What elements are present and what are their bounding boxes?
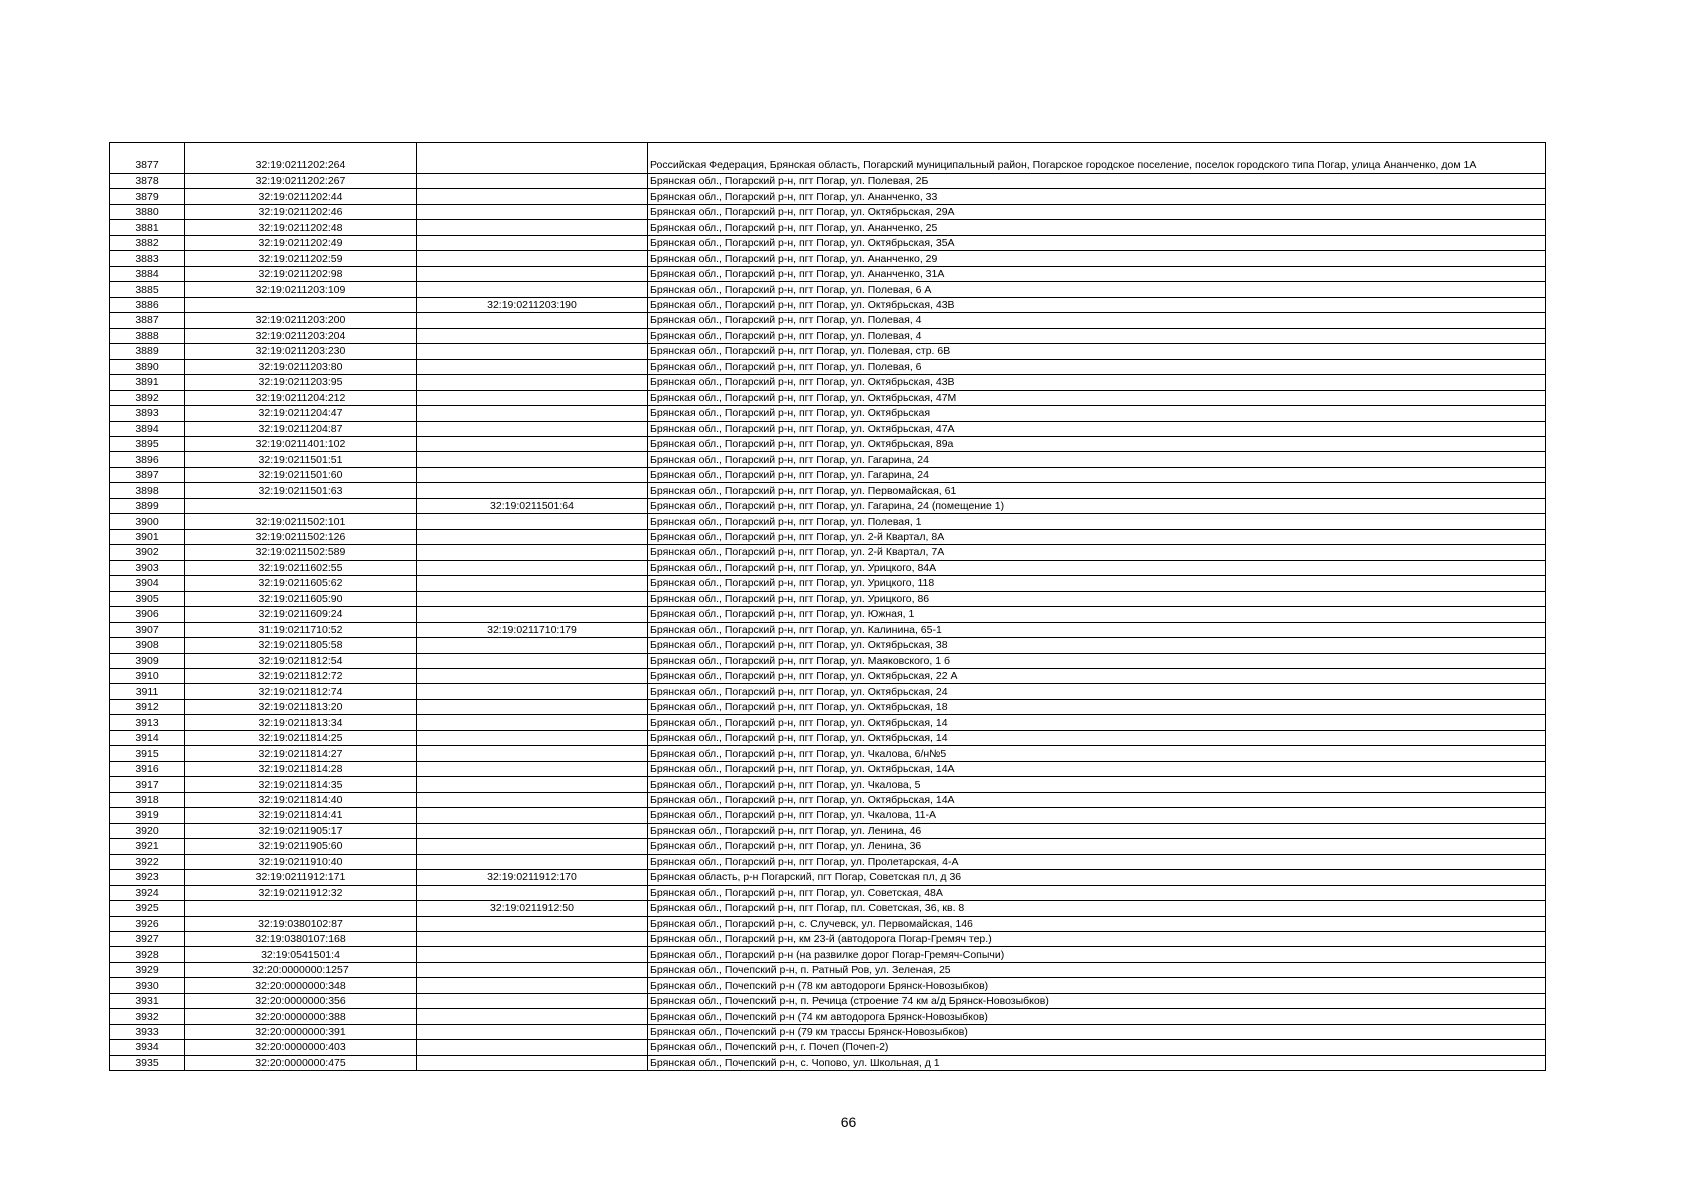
related-cadastral-number-cell <box>417 282 648 297</box>
address-cell: Брянская обл., Погарский р-н, пгт Погар, ул. Октябрьская, 22 А <box>648 669 1546 684</box>
cadastral-number-cell: 32:19:0211202:59 <box>185 251 417 266</box>
table-row <box>110 715 1546 730</box>
related-cadastral-number-cell <box>417 885 648 900</box>
row-number-cell: 3920 <box>110 823 185 838</box>
cadastral-number-cell: 32:19:0211204:87 <box>185 421 417 436</box>
table-row <box>110 235 1546 250</box>
table-row <box>110 931 1546 946</box>
related-cadastral-number-cell <box>417 545 648 560</box>
related-cadastral-number-cell <box>417 266 648 281</box>
address-cell: Брянская обл., Погарский р-н, пгт Погар, ул. Октябрьская <box>648 406 1546 421</box>
related-cadastral-number-cell <box>417 359 648 374</box>
cadastral-number-cell: 32:19:0211812:74 <box>185 684 417 699</box>
address-cell: Брянская обл., Погарский р-н, пгт Погар, ул. Полевая, 6 <box>648 359 1546 374</box>
row-number-cell: 3903 <box>110 560 185 575</box>
address-cell: Брянская обл., Почепский р-н (78 км автодороги Брянск-Новозыбков) <box>648 978 1546 993</box>
table-row <box>110 978 1546 993</box>
row-number-cell: 3915 <box>110 746 185 761</box>
cadastral-number-cell: 32:19:0211812:54 <box>185 653 417 668</box>
related-cadastral-number-cell: 32:19:0211912:170 <box>417 870 648 885</box>
table-row <box>110 746 1546 761</box>
address-cell: Брянская обл., Погарский р-н, пгт Погар, пл. Советская, 36, кв. 8 <box>648 901 1546 916</box>
address-cell: Брянская обл., Погарский р-н, пгт Погар, ул. Чкалова, 11-А <box>648 808 1546 823</box>
related-cadastral-number-cell: 32:19:0211203:190 <box>417 297 648 312</box>
cadastral-number-cell: 32:20:0000000:403 <box>185 1040 417 1055</box>
related-cadastral-number-cell <box>417 669 648 684</box>
address-cell: Брянская обл., Погарский р-н, пгт Погар, ул. 2-й Квартал, 7А <box>648 545 1546 560</box>
cadastral-number-cell: 32:20:0000000:356 <box>185 993 417 1008</box>
row-number-cell: 3887 <box>110 313 185 328</box>
related-cadastral-number-cell <box>417 1055 648 1070</box>
address-cell: Брянская обл., Погарский р-н, пгт Погар, ул. Чкалова, 5 <box>648 777 1546 792</box>
table-row <box>110 467 1546 482</box>
address-cell: Брянская обл., Погарский р-н, км 23-й (автодорога Погар-Гремяч тер.) <box>648 931 1546 946</box>
related-cadastral-number-cell <box>417 777 648 792</box>
cadastral-number-cell: 32:19:0541501:4 <box>185 947 417 962</box>
row-number-cell: 3928 <box>110 947 185 962</box>
address-cell: Брянская обл., Погарский р-н, пгт Погар, ул. Ананченко, 25 <box>648 220 1546 235</box>
cadastral-number-cell: 32:19:0211202:44 <box>185 189 417 204</box>
row-number-cell: 3891 <box>110 375 185 390</box>
row-number-cell: 3935 <box>110 1055 185 1070</box>
related-cadastral-number-cell <box>417 1009 648 1024</box>
row-number-cell: 3929 <box>110 962 185 977</box>
row-number-cell: 3883 <box>110 251 185 266</box>
address-cell: Брянская обл., Погарский р-н, пгт Погар, ул. Октябрьская, 14 <box>648 715 1546 730</box>
row-number-cell: 3931 <box>110 993 185 1008</box>
row-number-cell: 3914 <box>110 730 185 745</box>
cadastral-number-cell <box>185 901 417 916</box>
cadastral-number-cell: 32:20:0000000:475 <box>185 1055 417 1070</box>
cadastral-number-cell: 32:19:0211912:32 <box>185 885 417 900</box>
table-row <box>110 204 1546 219</box>
row-number-cell: 3933 <box>110 1024 185 1039</box>
row-number-cell: 3924 <box>110 885 185 900</box>
table-row <box>110 901 1546 916</box>
related-cadastral-number-cell <box>417 607 648 622</box>
row-number-cell: 3932 <box>110 1009 185 1024</box>
table-row <box>110 669 1546 684</box>
address-cell: Брянская обл., Погарский р-н, пгт Погар, ул. Октябрьская, 43В <box>648 375 1546 390</box>
address-cell: Брянская обл., Погарский р-н, пгт Погар, ул. Ананченко, 33 <box>648 189 1546 204</box>
cadastral-number-cell: 32:20:0000000:1257 <box>185 962 417 977</box>
row-number-cell: 3918 <box>110 792 185 807</box>
table-row <box>110 916 1546 931</box>
related-cadastral-number-cell <box>417 251 648 266</box>
row-number-cell: 3894 <box>110 421 185 436</box>
related-cadastral-number-cell <box>417 808 648 823</box>
cadastral-number-cell: 32:19:0211814:25 <box>185 730 417 745</box>
row-number-cell: 3913 <box>110 715 185 730</box>
cadastral-number-cell: 32:19:0211203:204 <box>185 328 417 343</box>
row-number-cell: 3902 <box>110 545 185 560</box>
row-number-cell: 3927 <box>110 931 185 946</box>
related-cadastral-number-cell <box>417 792 648 807</box>
address-cell: Брянская обл., Погарский р-н, пгт Погар, ул. Полевая, 4 <box>648 328 1546 343</box>
table-row <box>110 313 1546 328</box>
table-row <box>110 174 1546 189</box>
row-number-cell: 3896 <box>110 452 185 467</box>
row-number-cell: 3884 <box>110 266 185 281</box>
address-cell: Брянская обл., Погарский р-н, пгт Погар, ул. Октябрьская, 29А <box>648 204 1546 219</box>
address-cell: Брянская обл., Погарский р-н, пгт Погар, ул. Урицкого, 86 <box>648 591 1546 606</box>
table-row <box>110 328 1546 343</box>
row-number-cell: 3910 <box>110 669 185 684</box>
cadastral-number-cell: 32:19:0211814:41 <box>185 808 417 823</box>
row-number-cell: 3908 <box>110 638 185 653</box>
table-row <box>110 1040 1546 1055</box>
property-table-body <box>110 143 1546 1071</box>
table-row <box>110 993 1546 1008</box>
table-row <box>110 870 1546 885</box>
address-cell: Брянская обл., Погарский р-н, пгт Погар, ул. 2-й Квартал, 8А <box>648 529 1546 544</box>
related-cadastral-number-cell <box>417 436 648 451</box>
cadastral-number-cell: 32:20:0000000:348 <box>185 978 417 993</box>
cadastral-number-cell: 32:19:0211805:58 <box>185 638 417 653</box>
row-number-cell: 3889 <box>110 344 185 359</box>
address-cell: Брянская обл., Почепский р-н (74 км автодорога Брянск-Новозыбков) <box>648 1009 1546 1024</box>
table-row <box>110 653 1546 668</box>
table-row <box>110 792 1546 807</box>
address-cell: Брянская обл., Погарский р-н, пгт Погар, ул. Ленина, 46 <box>648 823 1546 838</box>
related-cadastral-number-cell <box>417 1040 648 1055</box>
related-cadastral-number-cell <box>417 344 648 359</box>
page-number: 66 <box>840 1114 857 1130</box>
table-row <box>110 962 1546 977</box>
cadastral-number-cell: 32:19:0211401:102 <box>185 436 417 451</box>
row-number-cell: 3885 <box>110 282 185 297</box>
row-number-cell: 3882 <box>110 235 185 250</box>
cadastral-number-cell: 32:19:0211813:20 <box>185 699 417 714</box>
address-cell: Брянская обл., Погарский р-н (на развилке дорог Погар-Гремяч-Сопычи) <box>648 947 1546 962</box>
table-row <box>110 266 1546 281</box>
cadastral-number-cell: 32:19:0211814:27 <box>185 746 417 761</box>
address-cell: Брянская обл., Погарский р-н, пгт Погар, ул. Ананченко, 31А <box>648 266 1546 281</box>
related-cadastral-number-cell <box>417 947 648 962</box>
cadastral-number-cell: 32:19:0211605:90 <box>185 591 417 606</box>
address-cell: Брянская обл., Погарский р-н, пгт Погар, ул. Октябрьская, 47А <box>648 421 1546 436</box>
table-row <box>110 514 1546 529</box>
address-cell: Брянская обл., Погарский р-н, пгт Погар, ул. Калинина, 65-1 <box>648 622 1546 637</box>
cadastral-number-cell: 32:19:0211204:212 <box>185 390 417 405</box>
address-cell: Брянская обл., Погарский р-н, пгт Погар, ул. Чкалова, 6/н№5 <box>648 746 1546 761</box>
table-row <box>110 421 1546 436</box>
related-cadastral-number-cell <box>417 143 648 174</box>
table-row <box>110 777 1546 792</box>
row-number-cell: 3900 <box>110 514 185 529</box>
table-row <box>110 839 1546 854</box>
address-cell: Брянская обл., Погарский р-н, пгт Погар, ул. Гагарина, 24 <box>648 452 1546 467</box>
related-cadastral-number-cell <box>417 204 648 219</box>
address-cell: Брянская обл., Погарский р-н, пгт Погар, ул. Полевая, 1 <box>648 514 1546 529</box>
cadastral-number-cell: 32:19:0211605:62 <box>185 576 417 591</box>
table-row <box>110 607 1546 622</box>
address-cell: Брянская обл., Погарский р-н, пгт Погар, ул. Октябрьская, 47М <box>648 390 1546 405</box>
table-row <box>110 297 1546 312</box>
row-number-cell: 3922 <box>110 854 185 869</box>
row-number-cell: 3877 <box>110 143 185 174</box>
table-row <box>110 498 1546 513</box>
row-number-cell: 3893 <box>110 406 185 421</box>
address-cell: Брянская обл., Погарский р-н, пгт Погар, ул. Полевая, 4 <box>648 313 1546 328</box>
cadastral-number-cell: 32:19:0380107:168 <box>185 931 417 946</box>
related-cadastral-number-cell <box>417 576 648 591</box>
related-cadastral-number-cell <box>417 467 648 482</box>
cadastral-number-cell: 32:19:0211912:171 <box>185 870 417 885</box>
related-cadastral-number-cell <box>417 390 648 405</box>
cadastral-number-cell: 32:19:0211609:24 <box>185 607 417 622</box>
cadastral-number-cell: 32:19:0211204:47 <box>185 406 417 421</box>
address-cell: Брянская обл., Почепский р-н, с. Чопово, ул. Школьная, д 1 <box>648 1055 1546 1070</box>
table-row <box>110 545 1546 560</box>
related-cadastral-number-cell <box>417 746 648 761</box>
table-row <box>110 699 1546 714</box>
cadastral-number-cell: 32:19:0211813:34 <box>185 715 417 730</box>
row-number-cell: 3880 <box>110 204 185 219</box>
address-cell: Брянская обл., Погарский р-н, пгт Погар, ул. Урицкого, 84А <box>648 560 1546 575</box>
table-row <box>110 947 1546 962</box>
cadastral-number-cell: 32:19:0211202:46 <box>185 204 417 219</box>
cadastral-number-cell: 32:19:0211502:589 <box>185 545 417 560</box>
cadastral-number-cell: 32:19:0211502:101 <box>185 514 417 529</box>
address-cell: Брянская обл., Погарский р-н, пгт Погар, ул. Гагарина, 24 <box>648 467 1546 482</box>
table-row <box>110 1055 1546 1070</box>
row-number-cell: 3934 <box>110 1040 185 1055</box>
table-row <box>110 220 1546 235</box>
related-cadastral-number-cell <box>417 452 648 467</box>
address-cell: Брянская обл., Погарский р-н, пгт Погар, ул. Октябрьская, 24 <box>648 684 1546 699</box>
address-cell: Брянская обл., Погарский р-н, пгт Погар, ул. Октябрьская, 18 <box>648 699 1546 714</box>
row-number-cell: 3897 <box>110 467 185 482</box>
table-row <box>110 591 1546 606</box>
related-cadastral-number-cell <box>417 854 648 869</box>
address-cell: Брянская обл., Погарский р-н, пгт Погар, ул. Октябрьская, 14А <box>648 792 1546 807</box>
table-row <box>110 823 1546 838</box>
table-row <box>110 143 1546 174</box>
cadastral-number-cell: 32:19:0211203:95 <box>185 375 417 390</box>
table-row <box>110 483 1546 498</box>
table-row <box>110 730 1546 745</box>
address-cell: Брянская обл., Погарский р-н, пгт Погар, ул. Советская, 48А <box>648 885 1546 900</box>
property-table <box>109 142 1546 1071</box>
row-number-cell: 3919 <box>110 808 185 823</box>
row-number-cell: 3898 <box>110 483 185 498</box>
address-cell: Брянская обл., Погарский р-н, пгт Погар, ул. Полевая, стр. 6В <box>648 344 1546 359</box>
related-cadastral-number-cell <box>417 483 648 498</box>
address-cell: Брянская обл., Погарский р-н, пгт Погар, ул. Ананченко, 29 <box>648 251 1546 266</box>
table-row <box>110 576 1546 591</box>
table-row <box>110 638 1546 653</box>
row-number-cell: 3888 <box>110 328 185 343</box>
cadastral-number-cell: 32:19:0211202:49 <box>185 235 417 250</box>
table-row <box>110 436 1546 451</box>
table-row <box>110 622 1546 637</box>
row-number-cell: 3899 <box>110 498 185 513</box>
address-cell: Брянская обл., Почепский р-н, г. Почеп (Почеп-2) <box>648 1040 1546 1055</box>
table-row <box>110 251 1546 266</box>
cadastral-number-cell: 32:19:0380102:87 <box>185 916 417 931</box>
address-cell: Брянская обл., Погарский р-н, пгт Погар, ул. Южная, 1 <box>648 607 1546 622</box>
row-number-cell: 3925 <box>110 901 185 916</box>
row-number-cell: 3930 <box>110 978 185 993</box>
row-number-cell: 3881 <box>110 220 185 235</box>
cadastral-number-cell: 32:19:0211202:48 <box>185 220 417 235</box>
address-cell: Брянская обл., Погарский р-н, пгт Погар, ул. Гагарина, 24 (помещение 1) <box>648 498 1546 513</box>
cadastral-number-cell: 32:19:0211203:109 <box>185 282 417 297</box>
row-number-cell: 3905 <box>110 591 185 606</box>
table-row <box>110 375 1546 390</box>
related-cadastral-number-cell <box>417 823 648 838</box>
address-cell: Брянская обл., Погарский р-н, пгт Погар, ул. Полевая, 2Б <box>648 174 1546 189</box>
address-cell: Брянская обл., Погарский р-н, пгт Погар, ул. Октябрьская, 14А <box>648 761 1546 776</box>
related-cadastral-number-cell <box>417 916 648 931</box>
address-cell: Брянская обл., Погарский р-н, пгт Погар, ул. Полевая, 6 А <box>648 282 1546 297</box>
row-number-cell: 3916 <box>110 761 185 776</box>
cadastral-number-cell: 31:19:0211710:52 <box>185 622 417 637</box>
cadastral-number-cell: 32:19:0211501:51 <box>185 452 417 467</box>
row-number-cell: 3892 <box>110 390 185 405</box>
address-cell: Российская Федерация, Брянская область, Погарский муниципальный район, Погарское городское поселение, поселок городского типа Погар, улица Ананченко, дом 1А <box>648 143 1546 174</box>
table-row <box>110 189 1546 204</box>
related-cadastral-number-cell <box>417 421 648 436</box>
row-number-cell: 3906 <box>110 607 185 622</box>
related-cadastral-number-cell <box>417 514 648 529</box>
related-cadastral-number-cell: 32:19:0211710:179 <box>417 622 648 637</box>
cadastral-number-cell: 32:19:0211502:126 <box>185 529 417 544</box>
table-row <box>110 406 1546 421</box>
related-cadastral-number-cell <box>417 653 648 668</box>
address-cell: Брянская обл., Погарский р-н, пгт Погар, ул. Октябрьская, 35А <box>648 235 1546 250</box>
address-cell: Брянская обл., Погарский р-н, пгт Погар, ул. Ленина, 36 <box>648 839 1546 854</box>
address-cell: Брянская обл., Почепский р-н, п. Ратный Ров, ул. Зеленая, 25 <box>648 962 1546 977</box>
cadastral-number-cell: 32:19:0211501:63 <box>185 483 417 498</box>
row-number-cell: 3909 <box>110 653 185 668</box>
table-row <box>110 761 1546 776</box>
table-row <box>110 1024 1546 1039</box>
address-cell: Брянская обл., Почепский р-н (79 км трассы Брянск-Новозыбков) <box>648 1024 1546 1039</box>
related-cadastral-number-cell <box>417 761 648 776</box>
cadastral-number-cell: 32:19:0211203:230 <box>185 344 417 359</box>
table-row <box>110 452 1546 467</box>
table-row <box>110 1009 1546 1024</box>
related-cadastral-number-cell <box>417 699 648 714</box>
table-row <box>110 684 1546 699</box>
cadastral-number-cell: 32:19:0211910:40 <box>185 854 417 869</box>
row-number-cell: 3878 <box>110 174 185 189</box>
table-row <box>110 885 1546 900</box>
related-cadastral-number-cell <box>417 529 648 544</box>
address-cell: Брянская обл., Погарский р-н, с. Случевск, ул. Первомайская, 146 <box>648 916 1546 931</box>
related-cadastral-number-cell: 32:19:0211912:50 <box>417 901 648 916</box>
cadastral-number-cell: 32:19:0211202:264 <box>185 143 417 174</box>
row-number-cell: 3921 <box>110 839 185 854</box>
table-row <box>110 529 1546 544</box>
row-number-cell: 3886 <box>110 297 185 312</box>
table-row <box>110 560 1546 575</box>
related-cadastral-number-cell <box>417 189 648 204</box>
related-cadastral-number-cell <box>417 931 648 946</box>
cadastral-number-cell: 32:19:0211905:60 <box>185 839 417 854</box>
cadastral-number-cell: 32:19:0211501:60 <box>185 467 417 482</box>
related-cadastral-number-cell <box>417 313 648 328</box>
related-cadastral-number-cell <box>417 1024 648 1039</box>
row-number-cell: 3912 <box>110 699 185 714</box>
row-number-cell: 3895 <box>110 436 185 451</box>
row-number-cell: 3917 <box>110 777 185 792</box>
related-cadastral-number-cell <box>417 638 648 653</box>
address-cell: Брянская обл., Погарский р-н, пгт Погар, ул. Октябрьская, 43В <box>648 297 1546 312</box>
cadastral-number-cell: 32:19:0211812:72 <box>185 669 417 684</box>
related-cadastral-number-cell <box>417 375 648 390</box>
cadastral-number-cell: 32:19:0211203:200 <box>185 313 417 328</box>
cadastral-number-cell: 32:19:0211814:40 <box>185 792 417 807</box>
related-cadastral-number-cell <box>417 730 648 745</box>
address-cell: Брянская обл., Погарский р-н, пгт Погар, ул. Октябрьская, 14 <box>648 730 1546 745</box>
address-cell: Брянская обл., Погарский р-н, пгт Погар, ул. Пролетарская, 4-А <box>648 854 1546 869</box>
related-cadastral-number-cell <box>417 715 648 730</box>
related-cadastral-number-cell <box>417 684 648 699</box>
address-cell: Брянская обл., Погарский р-н, пгт Погар, ул. Урицкого, 118 <box>648 576 1546 591</box>
related-cadastral-number-cell <box>417 993 648 1008</box>
cadastral-number-cell: 32:19:0211814:28 <box>185 761 417 776</box>
related-cadastral-number-cell: 32:19:0211501:64 <box>417 498 648 513</box>
related-cadastral-number-cell <box>417 174 648 189</box>
row-number-cell: 3904 <box>110 576 185 591</box>
related-cadastral-number-cell <box>417 978 648 993</box>
cadastral-number-cell: 32:19:0211814:35 <box>185 777 417 792</box>
related-cadastral-number-cell <box>417 406 648 421</box>
cadastral-number-cell: 32:19:0211905:17 <box>185 823 417 838</box>
address-cell: Брянская обл., Погарский р-н, пгт Погар, ул. Маяковского, 1 б <box>648 653 1546 668</box>
related-cadastral-number-cell <box>417 328 648 343</box>
related-cadastral-number-cell <box>417 839 648 854</box>
table-row <box>110 282 1546 297</box>
table-row <box>110 390 1546 405</box>
related-cadastral-number-cell <box>417 560 648 575</box>
cadastral-number-cell <box>185 498 417 513</box>
table-row <box>110 808 1546 823</box>
row-number-cell: 3923 <box>110 870 185 885</box>
row-number-cell: 3907 <box>110 622 185 637</box>
address-cell: Брянская обл., Погарский р-н, пгт Погар, ул. Октябрьская, 89а <box>648 436 1546 451</box>
cadastral-number-cell: 32:19:0211203:80 <box>185 359 417 374</box>
related-cadastral-number-cell <box>417 220 648 235</box>
address-cell: Брянская область, р-н Погарский, пгт Погар, Советская пл, д 36 <box>648 870 1546 885</box>
row-number-cell: 3879 <box>110 189 185 204</box>
address-cell: Брянская обл., Почепский р-н, п. Речица (строение 74 км а/д Брянск-Новозыбков) <box>648 993 1546 1008</box>
row-number-cell: 3911 <box>110 684 185 699</box>
cadastral-number-cell: 32:19:0211202:267 <box>185 174 417 189</box>
table-row <box>110 344 1546 359</box>
cadastral-number-cell: 32:20:0000000:391 <box>185 1024 417 1039</box>
table-row <box>110 854 1546 869</box>
cadastral-number-cell: 32:19:0211602:55 <box>185 560 417 575</box>
cadastral-number-cell: 32:19:0211202:98 <box>185 266 417 281</box>
related-cadastral-number-cell <box>417 962 648 977</box>
row-number-cell: 3901 <box>110 529 185 544</box>
cadastral-number-cell: 32:20:0000000:388 <box>185 1009 417 1024</box>
cadastral-number-cell <box>185 297 417 312</box>
row-number-cell: 3926 <box>110 916 185 931</box>
related-cadastral-number-cell <box>417 235 648 250</box>
related-cadastral-number-cell <box>417 591 648 606</box>
address-cell: Брянская обл., Погарский р-н, пгт Погар, ул. Октябрьская, 38 <box>648 638 1546 653</box>
address-cell: Брянская обл., Погарский р-н, пгт Погар, ул. Первомайская, 61 <box>648 483 1546 498</box>
row-number-cell: 3890 <box>110 359 185 374</box>
table-row <box>110 359 1546 374</box>
